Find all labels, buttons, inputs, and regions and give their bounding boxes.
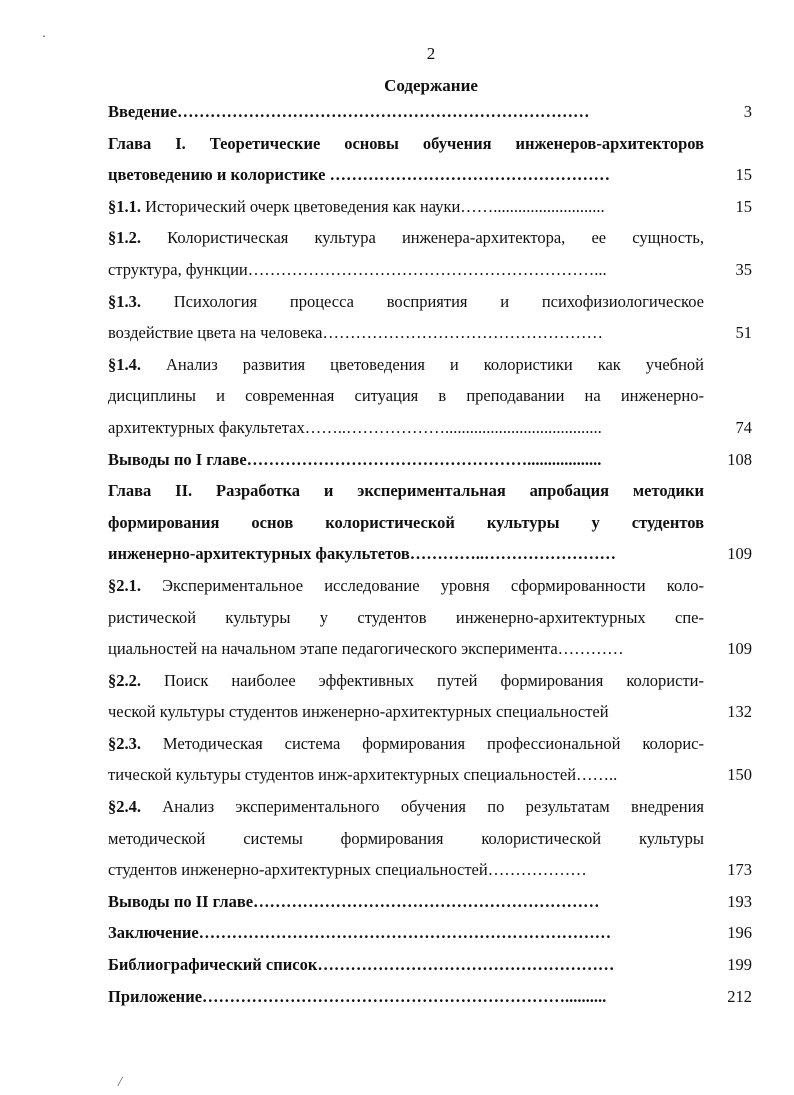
toc-entry-line: студентов инженерно-архитектурных специальностей……………… bbox=[108, 860, 587, 880]
toc-page-number: 196 bbox=[727, 923, 752, 943]
toc-entry-text bbox=[108, 949, 704, 981]
toc-entry bbox=[108, 665, 752, 728]
toc-entry bbox=[108, 570, 752, 665]
toc-entry-line: инженерно-архитектурных факультетов…………..…………………… bbox=[108, 544, 616, 564]
toc-page-number: 108 bbox=[727, 449, 752, 469]
toc-entry-text bbox=[108, 191, 704, 223]
section-number: §1.3. bbox=[108, 291, 141, 311]
toc-entry bbox=[108, 191, 752, 223]
toc-entry-line: §2.1. Экспериментальное исследование уровня сформированности коло- bbox=[108, 575, 704, 595]
toc-entry-line: §1.1. Исторический очерк цветоведения как науки……........................... bbox=[108, 196, 605, 216]
scan-speck: · bbox=[42, 30, 46, 45]
toc-entry-line: цветоведению и колористике …………………………………………… bbox=[108, 165, 611, 185]
section-number: §2.1. bbox=[108, 575, 141, 595]
toc-entry-line: тической культуры студентов инж-архитектурных специальностей…….. bbox=[108, 765, 618, 785]
toc-entry-text bbox=[108, 570, 704, 665]
toc-page-number: 132 bbox=[727, 702, 752, 722]
toc-entry-line: ристической культуры у студентов инженерно-архитектурных спе- bbox=[108, 607, 704, 627]
toc-entry-line: §1.3. Психология процесса восприятия и психофизиологическое bbox=[108, 291, 704, 311]
toc-entry-text bbox=[108, 981, 704, 1013]
toc-page-number: 212 bbox=[727, 986, 752, 1006]
toc-entry-line: §2.3. Методическая система формирования профессиональной колорис- bbox=[108, 733, 704, 753]
toc-entry bbox=[108, 128, 752, 191]
toc-page-number: 51 bbox=[735, 323, 752, 343]
toc-entry-text bbox=[108, 349, 704, 444]
toc-entry-text bbox=[108, 665, 704, 728]
toc-entry bbox=[108, 286, 752, 349]
scan-mark: / bbox=[118, 1075, 122, 1090]
toc-entry-text bbox=[108, 444, 704, 476]
toc-entry-text bbox=[108, 222, 704, 285]
toc-entry-line: формирования основ колористической культуры у студентов bbox=[108, 512, 704, 532]
toc-entry-line: Глава I. Теоретические основы обучения инженеров-архитекторов bbox=[108, 133, 704, 153]
toc-entry-text bbox=[108, 791, 704, 886]
toc-entry-line: воздействие цвета на человека…………………………………………… bbox=[108, 323, 603, 343]
toc-entry-line: §2.4. Анализ экспериментального обучения по результатам внедрения bbox=[108, 797, 704, 817]
toc-entry-line: структура, функции………………………………………………………... bbox=[108, 259, 607, 279]
toc-entry-line: Выводы по I главе…………………………………………….................. bbox=[108, 449, 602, 469]
toc-entry bbox=[108, 949, 752, 981]
toc-entry-text bbox=[108, 128, 704, 191]
toc-entry bbox=[108, 981, 752, 1013]
toc-page-number: 3 bbox=[743, 102, 752, 121]
toc-page-number: 74 bbox=[735, 417, 752, 437]
toc-entry-text bbox=[108, 475, 704, 570]
toc-entry bbox=[108, 349, 752, 444]
toc-entry-line: Глава II. Разработка и экспериментальная апробация методики bbox=[108, 481, 704, 501]
toc-entry bbox=[108, 917, 752, 949]
toc-entry-text bbox=[108, 286, 704, 349]
toc-page-number: 35 bbox=[735, 259, 752, 279]
toc-page-number: 173 bbox=[727, 860, 752, 880]
toc-entry bbox=[108, 444, 752, 476]
toc-entry-line: дисциплины и современная ситуация в преподавании на инженерно- bbox=[108, 386, 704, 406]
toc-entry-line: Заключение………………………………………………………………… bbox=[108, 923, 612, 943]
toc-entry-line: Библиографический список……………………………………………… bbox=[108, 955, 615, 975]
toc-entry bbox=[108, 791, 752, 886]
section-number: §2.2. bbox=[108, 670, 141, 690]
toc-entry bbox=[108, 728, 752, 791]
toc-page-number: 150 bbox=[727, 765, 752, 785]
toc-entry bbox=[108, 475, 752, 570]
toc-entry bbox=[108, 222, 752, 285]
toc-page-number: 199 bbox=[727, 955, 752, 975]
toc-page-number: 109 bbox=[727, 544, 752, 564]
section-number: §1.2. bbox=[108, 228, 141, 248]
toc-entry bbox=[108, 886, 752, 918]
toc-entry-text bbox=[108, 917, 704, 949]
toc-entry-line: циальностей на начальном этапе педагогического эксперимента………… bbox=[108, 639, 624, 659]
toc-entry-line: §1.4. Анализ развития цветоведения и колористики как учебной bbox=[108, 354, 704, 374]
toc-entry-text bbox=[108, 728, 704, 791]
toc-entry-line: Выводы по II главе……………………………………………………… bbox=[108, 891, 600, 911]
toc-page-number: 193 bbox=[727, 891, 752, 911]
toc-entry-line: §1.2. Колористическая культура инженера-архитектора, ее сущность, bbox=[108, 228, 704, 248]
toc-page-number: 109 bbox=[727, 639, 752, 659]
toc-entry-line: ческой культуры студентов инженерно-архитектурных специальностей bbox=[108, 702, 609, 722]
toc-title: Содержание bbox=[384, 76, 478, 95]
table-of-contents bbox=[108, 96, 752, 1012]
toc-entry-text bbox=[108, 886, 704, 918]
toc-page-number: 15 bbox=[735, 196, 752, 216]
page-number: 2 bbox=[426, 44, 436, 63]
section-number: §1.1. bbox=[108, 196, 141, 216]
toc-page-number: 15 bbox=[735, 165, 752, 185]
section-number: §2.4. bbox=[108, 797, 141, 817]
toc-entry-line: методической системы формирования колористической культуры bbox=[108, 828, 704, 848]
toc-entry bbox=[108, 96, 752, 128]
toc-entry-line: §2.2. Поиск наиболее эффективных путей формирования колористи- bbox=[108, 670, 704, 690]
section-number: §2.3. bbox=[108, 733, 141, 753]
toc-entry-line: Введение………………………………………………………………… bbox=[108, 102, 590, 121]
toc-entry-text bbox=[108, 96, 704, 128]
toc-entry-line: архитектурных факультетах……..………………...................................... bbox=[108, 417, 602, 437]
section-number: §1.4. bbox=[108, 354, 141, 374]
toc-entry-line: Приложение………………………………………………………….......... bbox=[108, 986, 607, 1006]
